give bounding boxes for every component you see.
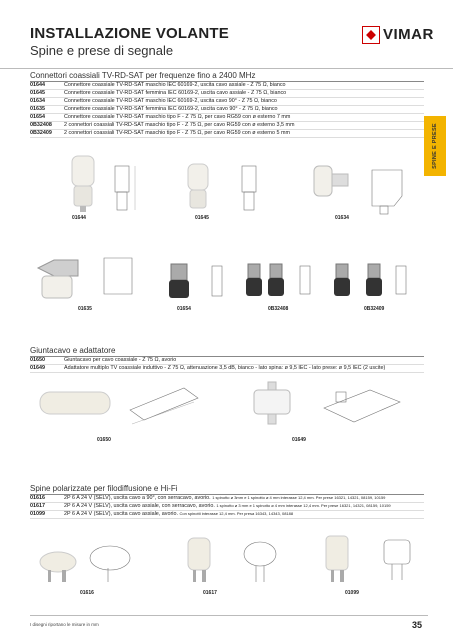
table-row <box>30 364 385 372</box>
plug-01099-drawing <box>318 530 428 588</box>
product-desc: 2P 6 A 24 V (SELV), uscita cavo assiale, avorio. <box>64 511 178 517</box>
joiner-01650-drawing <box>34 380 214 436</box>
product-code: 01645 <box>30 90 45 96</box>
product-code: 01649 <box>30 365 45 371</box>
product-desc: 2P 6 A 24 V (SELV), uscita cavo a 90°, con serracavo, avorio. <box>64 495 211 501</box>
product-note: Con spinotti interasse 12,4 mm. Per presa 16343, 14343, 08188 <box>179 511 294 516</box>
page-number: 35 <box>412 620 423 630</box>
footer-divider <box>30 615 428 616</box>
plug-01616-drawing <box>34 530 144 588</box>
table-row <box>30 510 293 518</box>
table-row <box>30 81 286 89</box>
table-row <box>30 494 385 502</box>
section-title-coaxial: Connettori coassiali TV-RD-SAT per frequenze fino a 2400 MHz <box>30 71 256 80</box>
product-code: 01099 <box>30 511 45 517</box>
product-desc: Connettore coassiale TV-RD-SAT maschio IEC 60169-2, uscita cavo 90° - Z 75 Ω, bianco <box>64 98 277 104</box>
table-row <box>30 97 277 105</box>
connector-01634-drawing <box>310 160 420 216</box>
product-code: 01644 <box>30 82 45 88</box>
product-code: 0B32409 <box>30 130 52 136</box>
table-row <box>30 502 391 510</box>
connector-01645-drawing <box>232 158 277 216</box>
product-desc: Connettore coassiale TV-RD-SAT femmina IEC 60169-2, uscita cavo 90° - Z 75 Ω, bianco <box>64 106 278 112</box>
connector-01635-drawing <box>34 250 144 304</box>
table-row <box>30 129 290 137</box>
side-tab <box>424 116 446 176</box>
product-desc: Giuntacavo per cavo coassiale - Z 75 Ω, avorio <box>64 357 177 363</box>
product-code: 01635 <box>30 106 45 112</box>
product-desc: Connettore coassiale TV-RD-SAT maschio tipo F - Z 75 Ω, per cavo RG59 con ø esterno 7 mm <box>64 114 291 120</box>
section-title-joiner: Giuntacavo e adattatore <box>30 346 116 355</box>
product-note: 1 spinotto ø 3mm e 1 spinotto ø 4 mm interasse 12,4 mm. Per prese 16321, 14321, 08159, 10159 <box>212 495 386 500</box>
adapter-01649-drawing <box>250 380 425 436</box>
section-title-polarized-plugs: Spine polarizzate per filodiffusione e Hi-Fi <box>30 484 178 493</box>
product-code: 01654 <box>30 114 45 120</box>
connector-01644-photo <box>60 152 110 214</box>
header-divider <box>0 68 453 69</box>
caption: 01650 <box>97 437 111 443</box>
product-desc: 2P 6 A 24 V (SELV), uscita cavo assiale, con serracavo, avorio. <box>64 503 215 509</box>
row-divider <box>30 372 424 373</box>
product-code: 01634 <box>30 98 45 104</box>
connector-01654-photo <box>165 262 195 302</box>
caption: 01644 <box>72 215 86 221</box>
brand-name: VIMAR <box>383 26 434 43</box>
caption: 01654 <box>177 306 191 312</box>
caption: 01616 <box>80 590 94 596</box>
caption: 01649 <box>292 437 306 443</box>
product-code: 0B32408 <box>30 122 52 128</box>
caption: 01617 <box>203 590 217 596</box>
product-desc: Adattatore multiplo TV coassiale induttivo - Z 75 Ω, attenuazione 3,5 dB, bianco - lato spina: ø 9,5 IEC - lato prese: ø 9,5 IEC (2 uscite) <box>64 365 386 371</box>
product-code: 01616 <box>30 495 45 501</box>
table-row <box>30 356 176 364</box>
footer-note: I disegni riportano le misure in mm <box>30 622 99 627</box>
table-row <box>30 105 278 113</box>
product-desc: Connettore coassiale TV-RD-SAT femmina IEC 60169-2, uscita cavo assiale - Z 75 Ω, bianco <box>64 90 287 96</box>
caption: 01635 <box>78 306 92 312</box>
product-code: 01650 <box>30 357 45 363</box>
table-row <box>30 89 286 97</box>
caption: 01645 <box>195 215 209 221</box>
row-divider <box>30 137 424 138</box>
connector-01645-photo <box>182 160 216 212</box>
connector-01654-drawing <box>200 262 240 302</box>
row-divider <box>30 518 424 519</box>
page-subtitle: Spine e prese di segnale <box>30 43 174 58</box>
connector-0B32408-drawing <box>244 262 324 302</box>
connector-0B32409-drawing <box>326 262 421 302</box>
caption: 01099 <box>345 590 359 596</box>
plug-01617-drawing <box>182 530 292 588</box>
caption: 0B32408 <box>268 306 289 312</box>
product-code: 01617 <box>30 503 45 509</box>
connector-01644-drawing <box>105 158 150 216</box>
product-desc: Connettore coassiale TV-RD-SAT maschio IEC 60169-2, uscita cavo assiale - Z 75 Ω, bianco <box>64 82 286 88</box>
logo-mark-icon <box>362 26 380 44</box>
table-row <box>30 113 290 121</box>
product-desc: 2 connettori coassiali TV-RD-SAT maschio tipo F - Z 75 Ω, per cavo RG59 con ø esterno 3,5 mm <box>64 122 295 128</box>
page-title: INSTALLAZIONE VOLANTE <box>30 25 229 42</box>
vimar-logo <box>362 24 434 48</box>
table-row <box>30 121 295 129</box>
caption: 01634 <box>335 215 349 221</box>
product-desc: 2 connettori coassiali TV-RD-SAT maschio tipo F - Z 75 Ω, per cavo RG59 con ø esterno 5 mm <box>64 130 291 136</box>
product-note: 1 spinotto ø 3 mm e 1 spinotto ø 4 mm interasse 12,4 mm. Per prese 16321, 14321, 08159, 10159 <box>216 503 391 508</box>
side-tab-label: SPINE E PRESE <box>432 123 438 169</box>
caption: 0B32409 <box>364 306 385 312</box>
